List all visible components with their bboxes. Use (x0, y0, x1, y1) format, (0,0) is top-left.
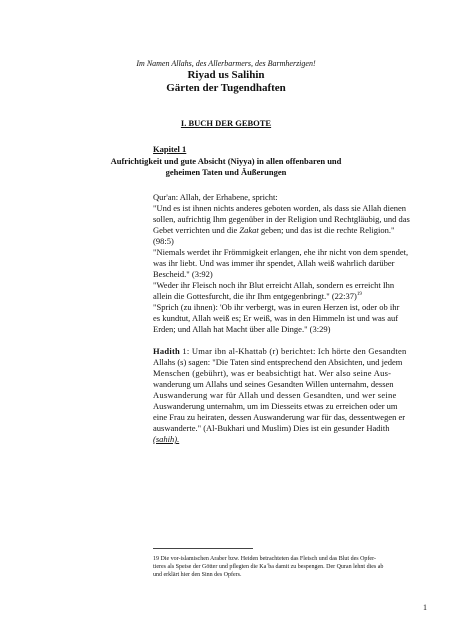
hadith-line: Auswanderung war für Allah und dessen Gesandten, und wer seine (153, 390, 397, 400)
chapter-title-line: geheimen Taten und Äußerungen (165, 167, 287, 177)
footnote-line: und erklärt hier den Sinn des Opfers. (153, 572, 242, 578)
hadith-line: (sahih). (153, 434, 180, 444)
hadith-line: Auswanderung unternahm, um im Diesseits etwas zu erreichen oder um (153, 401, 398, 411)
quran-line: "Und es ist ihnen nichts anderes geboten worden, als dass sie Allah dienen (153, 203, 406, 213)
quran-line: "Niemals werdet ihr Frömmigkeit erlangen, ehe ihr nicht von dem spendet, (153, 247, 409, 257)
quran-line (153, 291, 362, 301)
page-number: 1 (423, 603, 427, 612)
hadith-line: eine Frau zu heiraten, dessen Auswanderung war für das, dessentwegen er (153, 412, 406, 422)
quran-line: "Weder ihr Fleisch noch ihr Blut erreicht Allah, sondern es erreicht Ihn (153, 280, 395, 290)
quran-line: es kundtut, Allah weiß es; Er weiß, was in den Himmeln ist und was auf (153, 313, 399, 323)
book-heading: I. BUCH DER GEBOTE (180, 118, 272, 128)
footnote-number: 19 (153, 556, 159, 562)
hadith-line: wanderung um Allahs und seines Gesandten Willen unternahm, dessen (153, 379, 394, 389)
footnote-divider (153, 548, 253, 549)
hadith-line: auswanderte." (Al-Bukhari und Muslim) Dies ist ein gesunder Hadith (153, 423, 390, 433)
zakat-term: Zakat (239, 225, 259, 235)
hadith-text: 1: Umar ibn al-Khattab (r) berichtet: Ich hörte den Gesandten (180, 346, 407, 356)
footnote-text: Die vor-islamischen Araber bzw. Heiden betrachteten das Fleisch und das Blut des Opfer- (159, 556, 376, 562)
quran-text: Gebet verrichten und die (153, 225, 238, 235)
quran-line: was ihr liebt. Und was immer ihr spendet, Allah weiß wahrlich darüber (153, 258, 395, 268)
quran-line (153, 225, 394, 235)
chapter-label: Kapitel 1 (153, 144, 187, 154)
invocation-line: Im Namen Allahs, des Allerbarmers, des Barmherzigen! (136, 59, 316, 68)
chapter-title-line: Aufrichtigkeit und gute Absicht (Niyya) in allen offenbaren und (110, 156, 342, 166)
quran-line: (98:5) (153, 236, 174, 246)
hadith-line: Allahs (s) sagen: "Die Taten sind entsprechend den Absichten, und jedem (153, 357, 403, 367)
hadith-line (153, 346, 407, 356)
quran-line: Erden; und Allah hat Macht über alle Dinge." (3:29) (153, 324, 331, 334)
document-subtitle: Gärten der Tugendhaften (166, 82, 286, 94)
quran-text: allein die Gottesfurcht, die ihr Ihm entgegenbringt." (22:37) (153, 291, 357, 301)
quran-text: geben; und das ist die rechte Religion." (258, 225, 395, 235)
quran-intro: Qur'an: Allah, der Erhabene, spricht: (153, 192, 278, 202)
footnote-line: tieres als Speise der Götter und pflegten die Kaʿba damit zu bespengen. Der Quran lehnt dies ab (153, 564, 384, 570)
hadith-line: Menschen (gebührt), was er beabsichtigt hat. Wer also seine Aus- (153, 368, 392, 378)
footnote-line (153, 556, 376, 562)
document-title: Riyad us Salihin (187, 69, 265, 81)
footnote-reference[interactable]: 19 (356, 292, 362, 298)
hadith-label: Hadith (153, 346, 181, 356)
quran-line: sollen, aufrichtig Ihm gegenüber in der Religion und Rechtgläubig, und das (153, 214, 410, 224)
quran-line: Bescheid." (3:92) (153, 269, 213, 279)
quran-line: "Sprich (zu ihnen): 'Ob ihr verbergt, was in euren Herzen ist, oder ob ihr (153, 302, 400, 312)
